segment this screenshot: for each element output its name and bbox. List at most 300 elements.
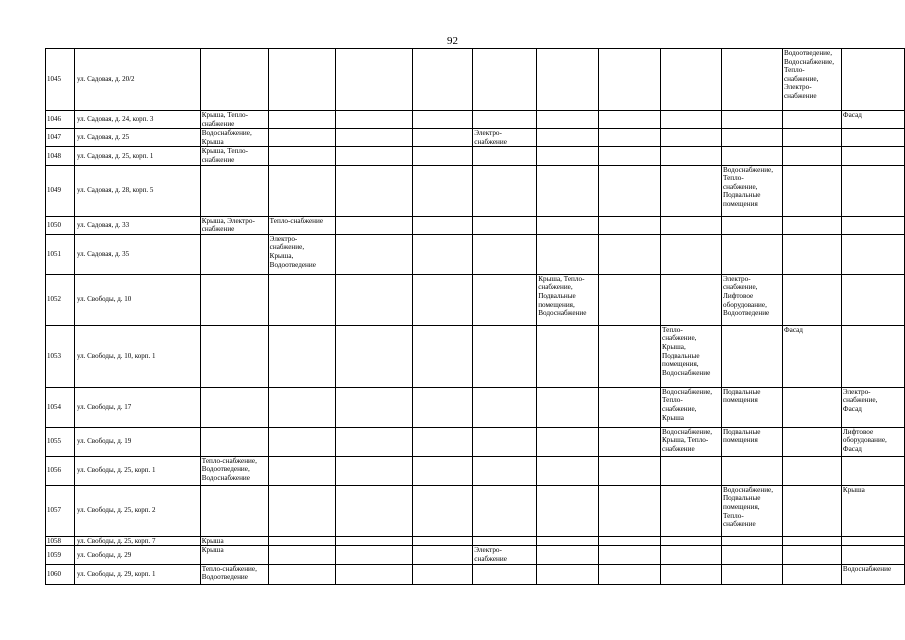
work-type-cell: [537, 129, 599, 147]
table-row: [46, 147, 905, 165]
work-type-cell: [335, 129, 413, 147]
work-type-cell: [413, 456, 473, 485]
work-type-cell: [661, 427, 722, 456]
work-type-line: оборудование,: [722, 300, 767, 309]
work-type-line: Тепло-снабжение,: [201, 564, 257, 573]
work-type-cell: [721, 234, 782, 274]
table-row: [46, 111, 905, 129]
work-type-line: Крыша: [201, 546, 224, 555]
work-type-cell: [473, 129, 537, 147]
work-type-cell: [335, 111, 413, 129]
work-type-line: Электро-: [783, 83, 812, 92]
work-type-line: Подвальные: [722, 191, 761, 200]
work-type-cell: [782, 387, 841, 427]
work-type-cell: [841, 427, 904, 456]
work-type-cell: [721, 216, 782, 234]
work-type-cell: [335, 274, 413, 325]
work-type-line: снабжение,: [783, 74, 819, 83]
work-type-line: снабжение,: [269, 243, 305, 252]
work-type-line: помещения: [722, 436, 758, 445]
work-type-line: снабжение,: [538, 283, 573, 292]
work-type-cell: [599, 325, 661, 387]
work-type-cell: [413, 546, 473, 564]
work-type-cell: [599, 274, 661, 325]
work-type-cell: [268, 274, 335, 325]
work-type-cell: [413, 387, 473, 427]
work-type-line: Тепло-: [722, 511, 744, 520]
work-type-cell: [599, 536, 661, 546]
row-number-cell: 1046: [46, 111, 75, 129]
address-cell: ул. Садовая, д. 28, корп. 5: [74, 165, 200, 216]
work-type-cell: [268, 536, 335, 546]
address-cell: ул. Свободы, д. 25, корп. 1: [74, 456, 200, 485]
work-type-cell: [413, 49, 473, 111]
work-type-cell: [473, 274, 537, 325]
table-row: [46, 485, 905, 536]
work-type-line: Электро-: [474, 129, 502, 138]
work-type-cell: [599, 387, 661, 427]
work-type-cell: [335, 536, 413, 546]
work-type-line: Крыша: [662, 413, 684, 422]
work-type-line: Крыша, Тепло-: [538, 274, 585, 283]
work-type-cell: [268, 456, 335, 485]
work-type-cell: [537, 485, 599, 536]
work-type-cell: [413, 111, 473, 129]
work-type-cell: [537, 325, 599, 387]
work-type-cell: [200, 234, 268, 274]
work-type-cell: [335, 147, 413, 165]
address-cell: ул. Свободы, д. 10, корп. 1: [74, 325, 200, 387]
work-type-line: Электро-: [722, 274, 751, 283]
work-type-cell: [200, 564, 268, 584]
work-type-cell: [841, 546, 904, 564]
work-type-cell: [200, 456, 268, 485]
work-type-cell: [413, 147, 473, 165]
work-type-cell: [721, 536, 782, 546]
work-type-line: снабжение: [474, 137, 507, 146]
work-type-cell: [782, 485, 841, 536]
table-row: [46, 456, 905, 485]
work-type-cell: [599, 546, 661, 564]
work-type-cell: [268, 564, 335, 584]
work-type-cell: [537, 387, 599, 427]
work-type-cell: [599, 111, 661, 129]
work-type-cell: [200, 147, 268, 165]
work-type-cell: [537, 216, 599, 234]
work-type-line: снабжение,: [842, 396, 878, 405]
work-type-cell: [335, 165, 413, 216]
work-type-line: Водоснабжение,: [722, 485, 774, 494]
table-row: [46, 427, 905, 456]
work-type-cell: [782, 546, 841, 564]
work-type-cell: [537, 456, 599, 485]
work-type-line: Тепло-снабжение: [269, 216, 324, 225]
table-row: [46, 387, 905, 427]
work-type-cell: [537, 536, 599, 546]
work-type-cell: [721, 485, 782, 536]
work-type-cell: [537, 427, 599, 456]
work-type-line: помещения: [722, 396, 758, 405]
work-type-cell: [782, 216, 841, 234]
work-type-cell: [661, 147, 722, 165]
work-type-cell: [200, 546, 268, 564]
work-type-cell: [413, 427, 473, 456]
work-type-cell: [537, 546, 599, 564]
work-type-line: снабжение,: [662, 334, 697, 343]
work-type-cell: [268, 325, 335, 387]
work-type-line: помещения,: [662, 360, 699, 369]
work-type-cell: [537, 147, 599, 165]
address-cell: ул. Свободы, д. 10: [74, 274, 200, 325]
work-type-line: Крыша: [201, 137, 224, 146]
work-type-cell: [599, 564, 661, 584]
work-type-cell: [782, 234, 841, 274]
work-type-cell: [782, 49, 841, 111]
work-type-line: Фасад: [783, 325, 803, 334]
work-type-cell: [721, 49, 782, 111]
work-type-cell: [268, 111, 335, 129]
work-type-cell: [661, 325, 722, 387]
work-type-cell: [661, 129, 722, 147]
work-type-line: Фасад: [842, 404, 862, 413]
work-type-cell: [782, 129, 841, 147]
work-type-cell: [661, 111, 722, 129]
work-type-cell: [721, 427, 782, 456]
work-type-line: Подвальные: [538, 291, 576, 300]
work-type-cell: [661, 564, 722, 584]
work-type-cell: [473, 456, 537, 485]
work-type-cell: [335, 485, 413, 536]
work-type-line: Подвальные: [662, 351, 700, 360]
work-type-cell: [841, 485, 904, 536]
work-type-cell: [599, 485, 661, 536]
table-row: [46, 234, 905, 274]
row-number-cell: 1057: [46, 485, 75, 536]
work-type-line: Водоснабжение,: [722, 165, 774, 174]
work-type-cell: [200, 216, 268, 234]
work-type-cell: [599, 129, 661, 147]
work-type-line: снабжение: [722, 520, 756, 529]
row-number-cell: 1053: [46, 325, 75, 387]
table-row: [46, 49, 905, 111]
work-type-line: снабжение: [201, 155, 235, 164]
work-type-cell: [599, 427, 661, 456]
work-type-cell: [200, 427, 268, 456]
table-row: [46, 216, 905, 234]
table-row: [46, 564, 905, 584]
work-type-line: Водоснабжение,: [662, 387, 713, 396]
work-type-cell: [473, 325, 537, 387]
address-cell: ул. Свободы, д. 17: [74, 387, 200, 427]
work-type-line: Водоснабжение: [842, 564, 892, 573]
work-type-line: Водоотведение,: [783, 49, 832, 57]
work-type-cell: [200, 485, 268, 536]
work-type-cell: [661, 165, 722, 216]
work-type-cell: [335, 234, 413, 274]
work-type-cell: [200, 536, 268, 546]
work-type-line: снабжение,: [662, 404, 697, 413]
work-type-cell: [413, 129, 473, 147]
work-type-line: Водоотведение: [722, 309, 770, 318]
work-type-cell: [661, 234, 722, 274]
work-type-line: Лифтовое: [722, 291, 754, 300]
work-type-cell: [473, 387, 537, 427]
row-number-cell: 1055: [46, 427, 75, 456]
address-cell: ул. Садовая, д. 25: [74, 129, 200, 147]
work-type-line: Подвальные: [722, 494, 761, 503]
work-type-cell: [268, 546, 335, 564]
work-type-cell: [782, 427, 841, 456]
work-type-cell: [782, 325, 841, 387]
work-type-cell: [268, 147, 335, 165]
repair-schedule-table: [45, 48, 905, 585]
work-type-cell: [413, 485, 473, 536]
row-number-cell: 1058: [46, 536, 75, 546]
work-type-cell: [782, 111, 841, 129]
work-type-cell: [841, 49, 904, 111]
work-type-line: Крыша, Тепло-: [201, 111, 248, 119]
work-type-cell: [473, 147, 537, 165]
work-type-line: Крыша: [842, 485, 865, 494]
work-type-line: помещения,: [538, 300, 575, 309]
row-number-cell: 1054: [46, 387, 75, 427]
work-type-cell: [721, 564, 782, 584]
work-type-cell: [782, 147, 841, 165]
work-type-cell: [721, 546, 782, 564]
work-type-cell: [268, 427, 335, 456]
work-type-cell: [268, 387, 335, 427]
row-number-cell: 1048: [46, 147, 75, 165]
work-type-line: Тепло-снабжение,: [201, 456, 257, 465]
work-type-cell: [537, 274, 599, 325]
address-cell: ул. Свободы, д. 25, корп. 7: [74, 536, 200, 546]
work-type-cell: [200, 111, 268, 129]
work-type-cell: [599, 147, 661, 165]
work-type-line: Тепло-: [722, 174, 744, 183]
work-type-cell: [661, 274, 722, 325]
work-type-cell: [473, 485, 537, 536]
table-row: [46, 536, 905, 546]
work-type-line: Крыша, Тепло-: [201, 147, 248, 156]
work-type-cell: [599, 216, 661, 234]
address-cell: ул. Садовая, д. 33: [74, 216, 200, 234]
work-type-line: Электро-: [474, 546, 502, 555]
work-type-cell: [661, 49, 722, 111]
work-type-cell: [473, 216, 537, 234]
work-type-line: помещения: [722, 199, 758, 208]
work-type-cell: [413, 165, 473, 216]
work-type-cell: [413, 216, 473, 234]
row-number-cell: 1060: [46, 564, 75, 584]
work-type-cell: [335, 427, 413, 456]
work-type-cell: [841, 165, 904, 216]
work-type-cell: [473, 111, 537, 129]
address-cell: ул. Садовая, д. 20/2: [74, 49, 200, 111]
work-type-cell: [268, 49, 335, 111]
work-type-cell: [473, 427, 537, 456]
work-type-cell: [537, 111, 599, 129]
work-type-line: Крыша, Тепло-: [662, 436, 709, 445]
work-type-cell: [200, 165, 268, 216]
table-row: [46, 274, 905, 325]
work-type-line: Водоотведение,: [201, 465, 250, 474]
work-type-line: Водоснабжение,: [783, 57, 835, 66]
work-type-line: Водоснабжение: [201, 473, 250, 482]
work-type-cell: [537, 49, 599, 111]
work-type-line: Водоснабжение,: [662, 427, 713, 436]
work-type-line: Подвальные: [722, 427, 761, 436]
row-number-cell: 1050: [46, 216, 75, 234]
work-type-cell: [782, 456, 841, 485]
work-type-cell: [599, 49, 661, 111]
work-type-line: Водоотведение: [269, 260, 316, 269]
work-type-cell: [537, 234, 599, 274]
work-type-cell: [721, 129, 782, 147]
work-type-line: Электро-: [842, 387, 871, 396]
work-type-cell: [721, 325, 782, 387]
work-type-line: оборудование,: [842, 436, 887, 445]
work-type-cell: [841, 456, 904, 485]
work-type-cell: [335, 456, 413, 485]
work-type-cell: [782, 274, 841, 325]
work-type-cell: [268, 485, 335, 536]
work-type-line: Фасад: [842, 444, 862, 453]
row-number-cell: 1056: [46, 456, 75, 485]
work-type-cell: [200, 49, 268, 111]
work-type-cell: [782, 536, 841, 546]
work-type-line: помещения,: [722, 502, 760, 511]
work-type-cell: [599, 456, 661, 485]
work-type-line: снабжение,: [722, 182, 758, 191]
address-cell: ул. Свободы, д. 29: [74, 546, 200, 564]
work-type-cell: [200, 325, 268, 387]
work-type-cell: [841, 536, 904, 546]
work-type-line: Электро-: [269, 234, 298, 243]
row-number-cell: 1045: [46, 49, 75, 111]
row-number-cell: 1051: [46, 234, 75, 274]
work-type-cell: [661, 216, 722, 234]
work-type-line: снабжение,: [722, 283, 758, 292]
work-type-cell: [661, 456, 722, 485]
work-type-cell: [661, 485, 722, 536]
work-type-cell: [841, 147, 904, 165]
work-type-cell: [841, 325, 904, 387]
work-type-cell: [841, 129, 904, 147]
work-type-line: снабжение: [474, 554, 507, 563]
work-type-cell: [721, 456, 782, 485]
work-type-line: Фасад: [842, 111, 862, 119]
work-type-line: Водоснабжение,: [201, 129, 252, 138]
table-row: [46, 546, 905, 564]
work-type-cell: [413, 234, 473, 274]
work-type-line: Крыша,: [662, 342, 686, 351]
work-type-cell: [335, 546, 413, 564]
work-type-cell: [413, 325, 473, 387]
work-type-cell: [721, 165, 782, 216]
work-type-line: снабжение: [201, 225, 235, 234]
work-type-cell: [537, 564, 599, 584]
row-number-cell: 1047: [46, 129, 75, 147]
work-type-cell: [268, 165, 335, 216]
work-type-cell: [661, 536, 722, 546]
work-type-line: Водоотведение: [201, 573, 248, 582]
work-type-cell: [661, 387, 722, 427]
work-type-cell: [268, 216, 335, 234]
work-type-line: Крыша: [201, 536, 224, 545]
table-row: [46, 165, 905, 216]
work-type-cell: [721, 387, 782, 427]
work-type-line: Лифтовое: [842, 427, 874, 436]
work-type-line: Тепло-: [662, 396, 683, 405]
work-type-cell: [599, 165, 661, 216]
work-type-cell: [335, 325, 413, 387]
row-number-cell: 1049: [46, 165, 75, 216]
work-type-cell: [200, 387, 268, 427]
work-type-cell: [413, 274, 473, 325]
page-number: 92: [447, 35, 458, 47]
work-type-line: Подвальные: [722, 387, 761, 396]
work-type-cell: [841, 216, 904, 234]
address-cell: ул. Садовая, д. 25, корп. 1: [74, 147, 200, 165]
work-type-cell: [473, 536, 537, 546]
address-cell: ул. Свободы, д. 25, корп. 2: [74, 485, 200, 536]
work-type-cell: [335, 216, 413, 234]
work-type-cell: [200, 274, 268, 325]
work-type-line: Тепло-: [662, 325, 683, 334]
work-type-cell: [841, 234, 904, 274]
row-number-cell: 1052: [46, 274, 75, 325]
table-row: [46, 325, 905, 387]
work-type-cell: [413, 564, 473, 584]
work-type-cell: [721, 147, 782, 165]
address-cell: ул. Садовая, д. 24, корп. 3: [74, 111, 200, 129]
work-type-line: снабжение: [783, 91, 817, 100]
work-type-line: снабжение: [662, 444, 695, 453]
work-type-line: Водоснабжение: [662, 368, 711, 377]
work-type-cell: [413, 536, 473, 546]
work-type-line: Крыша, Электро-: [201, 216, 255, 225]
address-cell: ул. Садовая, д. 35: [74, 234, 200, 274]
address-cell: ул. Свободы, д. 19: [74, 427, 200, 456]
work-type-cell: [782, 165, 841, 216]
work-type-cell: [841, 387, 904, 427]
work-type-cell: [473, 546, 537, 564]
work-type-cell: [661, 546, 722, 564]
work-type-line: Крыша,: [269, 251, 294, 260]
work-type-cell: [473, 234, 537, 274]
work-type-cell: [599, 234, 661, 274]
work-type-cell: [473, 564, 537, 584]
work-type-line: Водоснабжение: [538, 309, 587, 318]
work-type-line: Тепло-: [783, 66, 805, 75]
work-type-cell: [268, 234, 335, 274]
work-type-cell: [200, 129, 268, 147]
work-type-cell: [841, 111, 904, 129]
work-type-cell: [782, 564, 841, 584]
work-type-cell: [721, 274, 782, 325]
work-type-cell: [537, 165, 599, 216]
table-row: [46, 129, 905, 147]
work-type-cell: [721, 111, 782, 129]
work-type-cell: [473, 165, 537, 216]
work-type-cell: [335, 387, 413, 427]
row-number-cell: 1059: [46, 546, 75, 564]
address-cell: ул. Свободы, д. 29, корп. 1: [74, 564, 200, 584]
work-type-line: снабжение: [201, 119, 235, 128]
work-type-cell: [268, 129, 335, 147]
work-type-cell: [335, 49, 413, 111]
work-type-cell: [841, 274, 904, 325]
